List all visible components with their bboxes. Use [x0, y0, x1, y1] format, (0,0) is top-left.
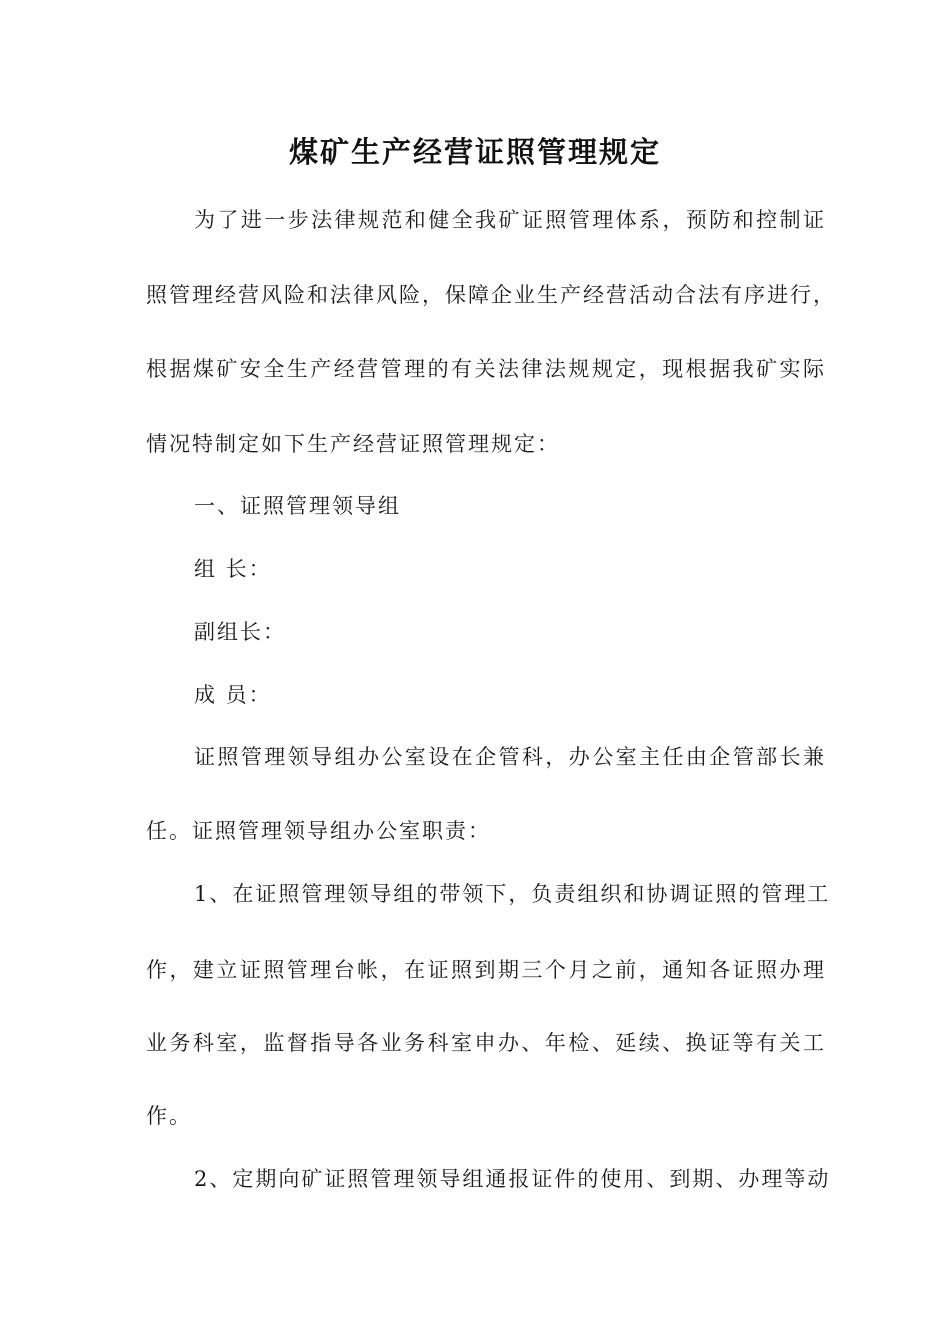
paragraph-line: 照管理经营风险和法律风险，保障企业生产经营活动合法有序进行，: [146, 283, 836, 307]
paragraph-line: 证照管理领导组办公室设在企管科，办公室主任由企管部长兼: [194, 745, 826, 769]
paragraph-line: 2、定期向矿证照管理领导组通报证件的使用、到期、办理等动: [194, 1167, 831, 1191]
members-field: 成 员：: [194, 683, 272, 707]
paragraph-line: 作，建立证照管理台帐，在证照到期三个月之前，通知各证照办理: [146, 958, 826, 982]
document-title: 煤矿生产经营证照管理规定: [288, 135, 661, 169]
section-heading: 一、证照管理领导组: [194, 494, 401, 518]
paragraph-line: 根据煤矿安全生产经营管理的有关法律法规规定，现根据我矿实际: [146, 357, 826, 381]
paragraph-line: 为了进一步法律规范和健全我矿证照管理体系，预防和控制证: [194, 208, 826, 232]
paragraph-line: 情况特制定如下生产经营证照管理规定：: [146, 432, 560, 456]
paragraph-line: 作。: [146, 1104, 192, 1128]
leader-field: 组 长：: [194, 557, 272, 581]
paragraph-line: 业务科室，监督指导各业务科室申办、年检、延续、换证等有关工: [146, 1031, 826, 1055]
paragraph-line: 任。证照管理领导组办公室职责：: [146, 819, 491, 843]
paragraph-line: 1、在证照管理领导组的带领下，负责组织和协调证照的管理工: [194, 882, 831, 906]
deputy-leader-field: 副组长：: [194, 620, 286, 644]
